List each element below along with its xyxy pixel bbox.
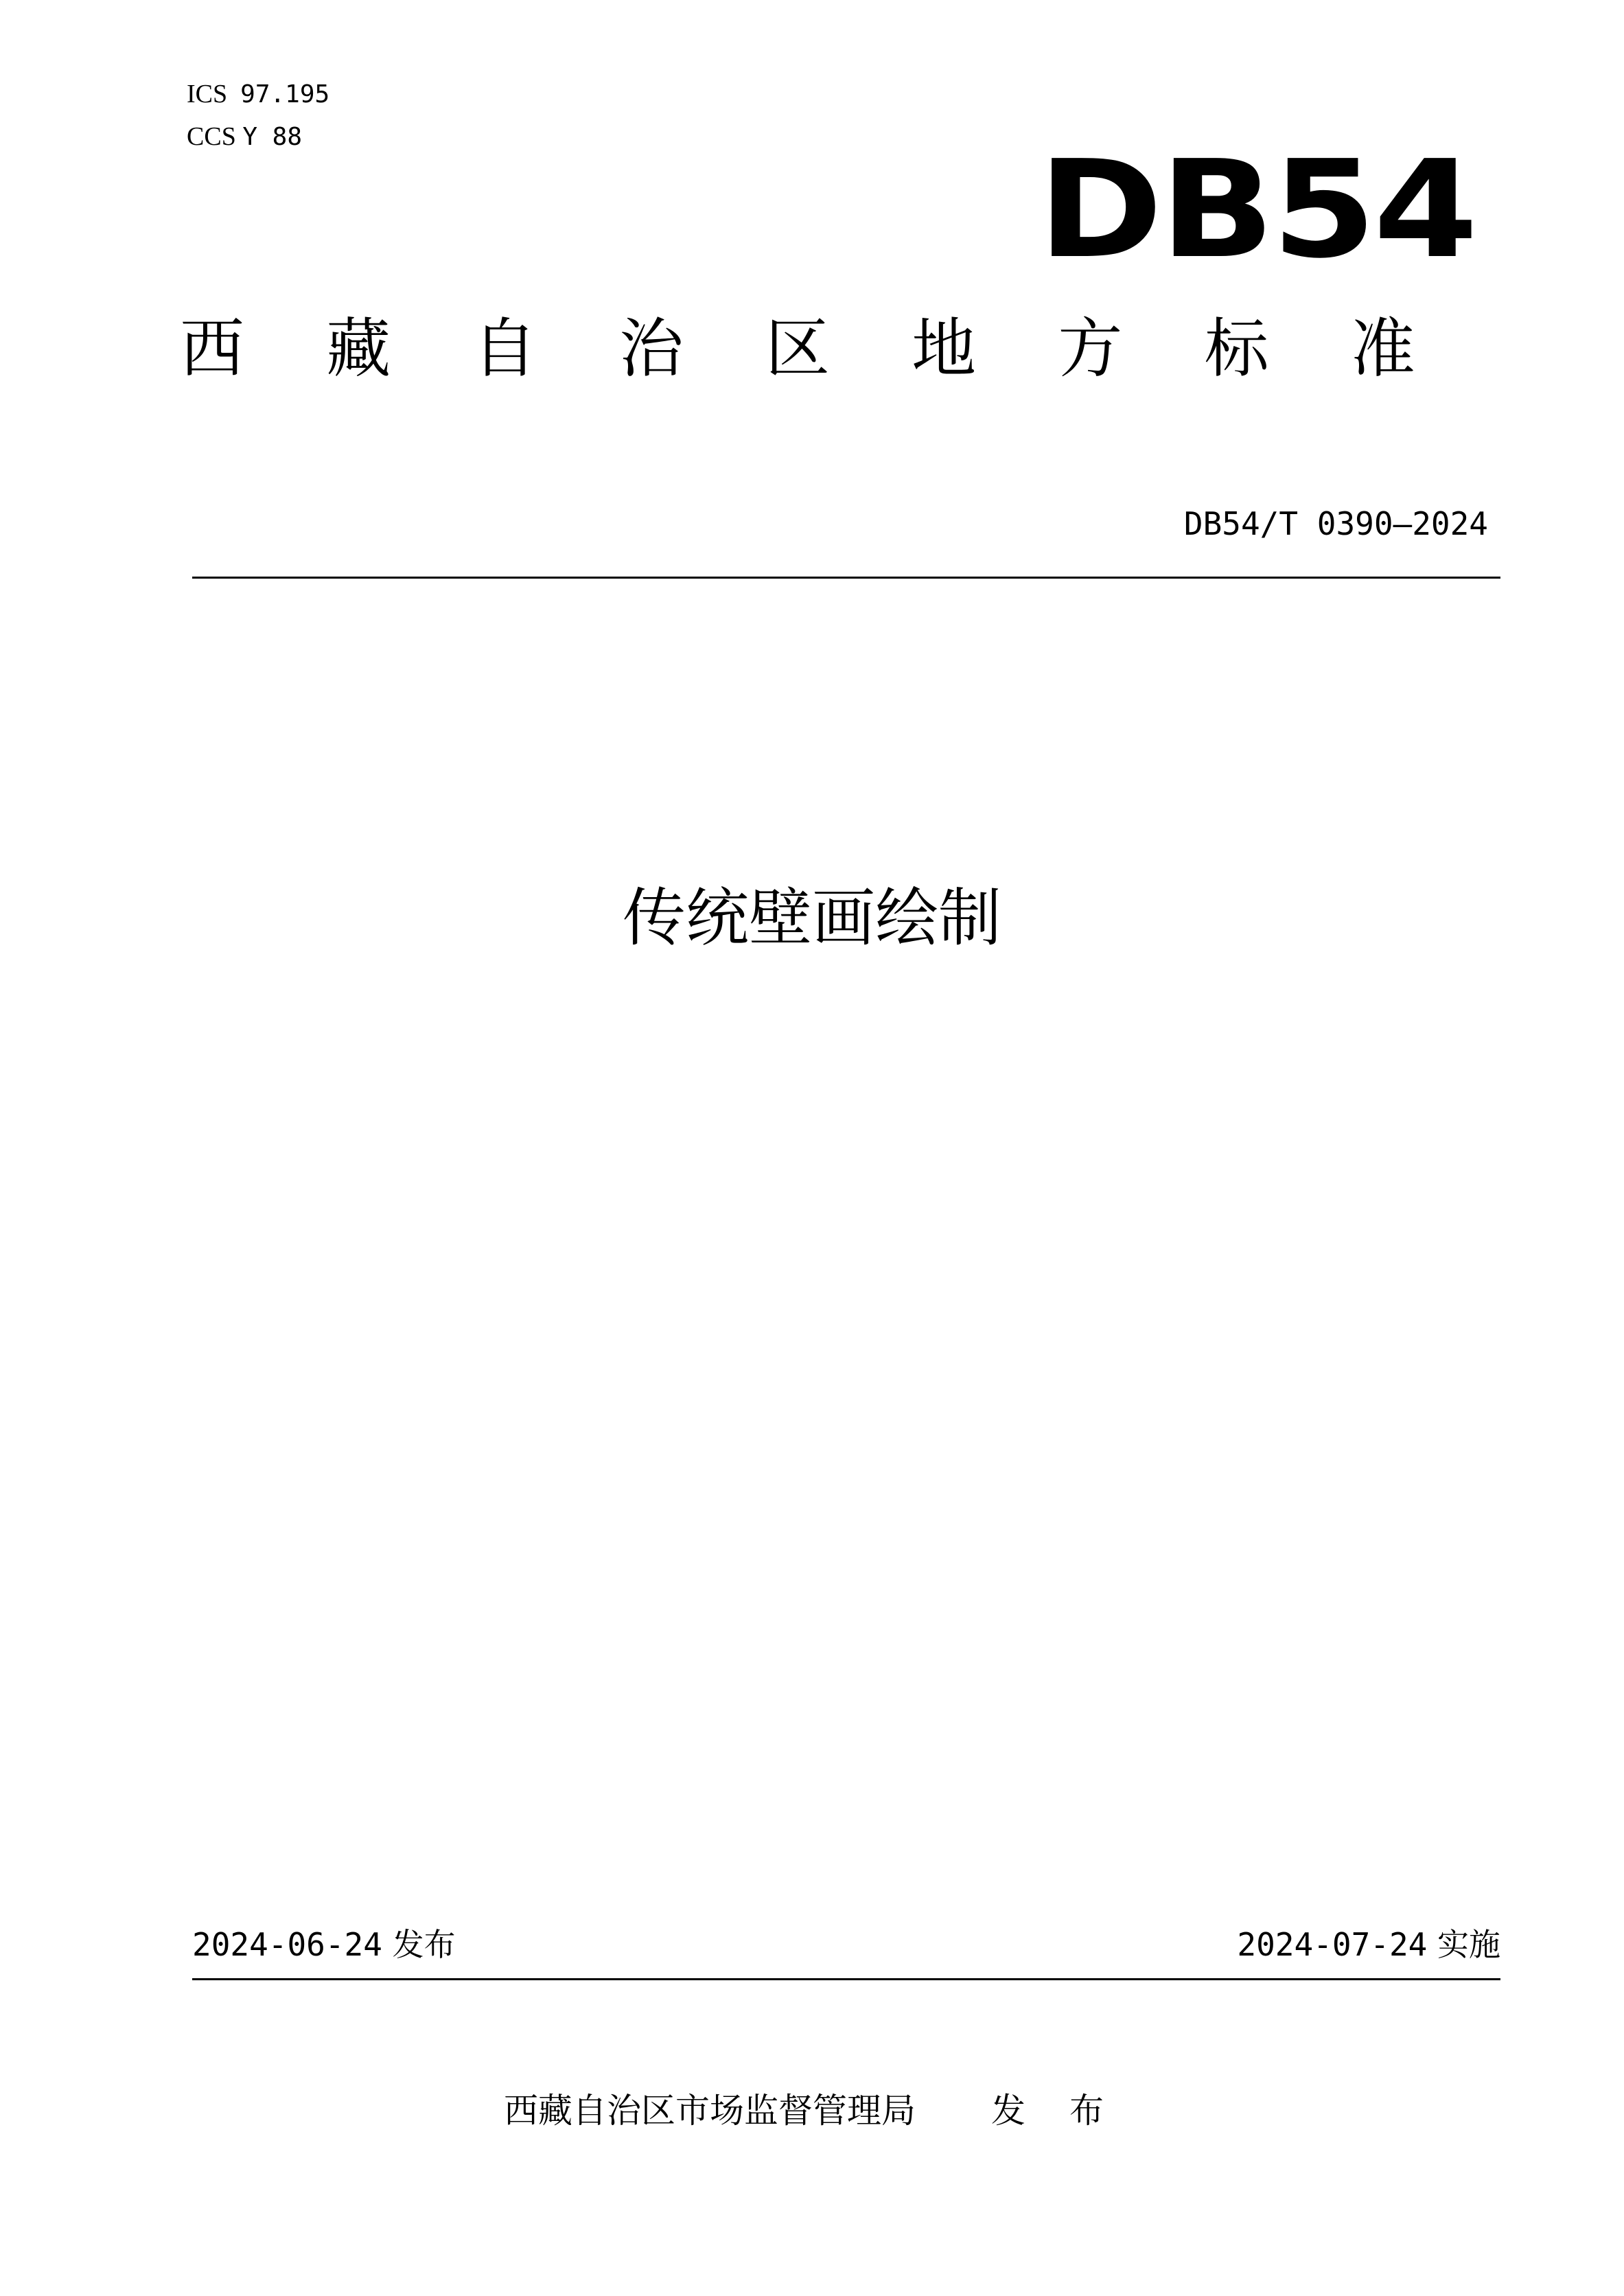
bottom-divider <box>192 1978 1500 1980</box>
issuer-action: 发 布 <box>991 2091 1120 2131</box>
ccs-label: CCS <box>187 122 236 151</box>
issuer-name: 西藏自治区市场监督管理局 <box>504 2091 916 2131</box>
standard-kind-char: 治 <box>618 312 684 386</box>
effective-date: 2024-07-24 <box>1237 1926 1428 1963</box>
release-date: 2024-06-24 <box>192 1926 382 1963</box>
top-divider <box>192 577 1500 579</box>
standard-kind-char: 西 <box>180 312 245 386</box>
ics-value: 97.195 <box>240 80 330 108</box>
effective-label: 实施 <box>1437 1926 1500 1963</box>
ics-label: ICS <box>187 80 228 108</box>
ccs-code <box>187 124 302 150</box>
release-label: 发布 <box>392 1926 456 1963</box>
standard-kind-heading <box>180 312 1415 386</box>
standard-kind-char: 方 <box>1058 312 1123 386</box>
ccs-value: Y 88 <box>242 123 303 151</box>
db54-logo: DB54 <box>1038 132 1476 288</box>
standard-kind-char: 自 <box>472 312 537 386</box>
standard-kind-char: 藏 <box>326 312 391 386</box>
issuer-line <box>0 2091 1624 2131</box>
release-date-line <box>192 1926 456 1963</box>
document-title: 传统壁画绘制 <box>622 881 1001 955</box>
standard-kind-char: 准 <box>1350 312 1415 386</box>
standard-kind-char: 标 <box>1204 312 1269 386</box>
standard-number: DB54/T 0390—2024 <box>1183 505 1488 542</box>
ics-code <box>187 81 329 107</box>
standard-kind-char: 地 <box>912 312 977 386</box>
effective-date-line <box>1237 1926 1500 1963</box>
standard-kind-char: 区 <box>765 312 830 386</box>
